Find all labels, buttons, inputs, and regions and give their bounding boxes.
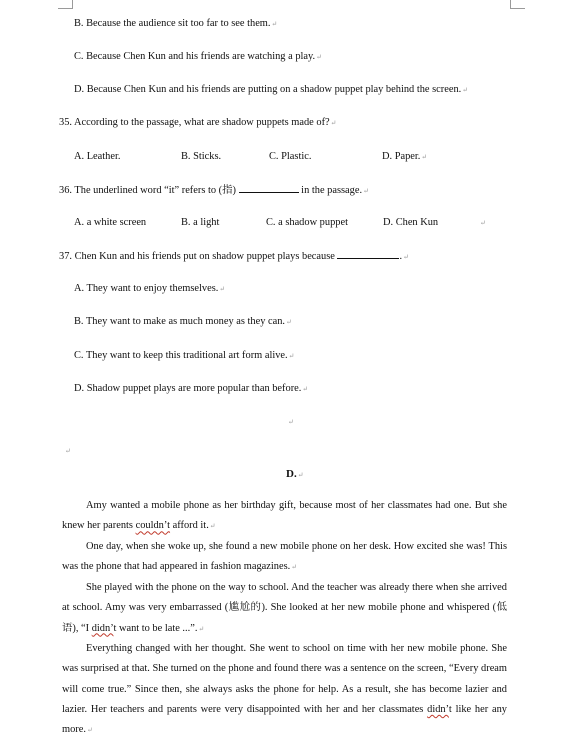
q36-option-a: A. a white screen [74, 217, 147, 228]
q35-option-d: D. Paper. [382, 151, 421, 162]
paragraph-mark: ↵ [302, 385, 309, 393]
paragraph-mark: ↵ [86, 726, 93, 735]
q36-option-d: D. Chen Kun [383, 217, 439, 228]
q34-option-d: D. Because Chen Kun and his friends are putting on a shadow puppet play behind the screen.↵ [74, 84, 469, 95]
paragraph-mark: ↵ [297, 471, 304, 479]
q35-option-a: A. Leather. [74, 151, 121, 162]
passage-paragraph-3: She played with the phone on the way to school. And the teacher was already there when she arrived at school. Amy was very embarrassed (尴尬的). She looked at her new mobile phone and whispered (低语), “I didn’t want to be late ...”.↵ [62, 582, 507, 634]
answer-blank [239, 183, 299, 193]
crop-mark-top-right [510, 0, 525, 9]
paragraph-mark: ↵ [421, 153, 428, 161]
paragraph-mark: ↵ [363, 187, 369, 195]
paragraph-mark: ↵ [462, 86, 469, 94]
q35-stem: 35. According to the passage, what are shadow puppets made of?↵ [59, 117, 337, 128]
answer-blank [337, 249, 399, 259]
q34-option-b: B. Because the audience sit too far to see them.↵ [74, 18, 278, 29]
paragraph-mark: ↵ [209, 522, 216, 531]
paragraph-mark: ↵ [219, 285, 226, 293]
paragraph-mark: ↵ [288, 352, 295, 360]
q36-stem: 36. The underlined word “it” refers to (指) in the passage.↵ [59, 185, 369, 196]
paragraph-mark: ↵ [198, 624, 205, 633]
q37-option-c: C. They want to keep this traditional art form alive.↵ [74, 350, 295, 361]
paragraph-mark: ↵ [286, 318, 292, 326]
q35-option-b: B. Sticks. [181, 151, 222, 162]
q34-option-c: C. Because Chen Kun and his friends are watching a play.↵ [74, 51, 322, 62]
q35-option-c: C. Plastic. [269, 151, 312, 162]
passage-paragraph-2: One day, when she woke up, she found a new mobile phone on her desk. How excited she was! This was the phone that had appeared in fashion magazines.↵ [62, 541, 507, 573]
q37-option-b: B. They want to make as much money as they can.↵ [74, 316, 292, 327]
paragraph-mark: ↵ [330, 119, 337, 127]
paragraph-mark: ↵ [403, 253, 409, 261]
passage-paragraph-4: Everything changed with her thought. She went to school on time with her new mobile phone. She was surprised at that. She turned on the phone and found there was a sentence on the screen, “Every dream will come true.” Since then, she always asks the phone for help. As a result, she has become lazier and lazier. Her teachers and parents were very disappointed with her and her classmates didn’t like her any more.↵ [62, 643, 507, 736]
paragraph-mark: ↵ [65, 447, 71, 455]
section-heading: D.↵ [286, 468, 304, 480]
q37-stem: 37. Chen Kun and his friends put on shadow puppet plays because .↵ [59, 251, 409, 262]
paragraph-mark: ↵ [480, 219, 486, 227]
paragraph-mark: ↵ [288, 418, 294, 426]
q37-option-a: A. They want to enjoy themselves.↵ [74, 283, 226, 294]
crop-mark-top-left [58, 0, 73, 9]
paragraph-mark: ↵ [316, 53, 322, 61]
paragraph-mark: ↵ [291, 563, 298, 572]
q36-option-b: B. a light [181, 217, 220, 228]
q36-option-c: C. a shadow puppet [266, 217, 348, 228]
paragraph-mark: ↵ [271, 20, 278, 28]
passage-paragraph-1: Amy wanted a mobile phone as her birthday gift, because most of her classmates had one. But she knew her parents couldn’t afford it.↵ [62, 500, 507, 532]
q37-option-d: D. Shadow puppet plays are more popular than before.↵ [74, 383, 309, 394]
